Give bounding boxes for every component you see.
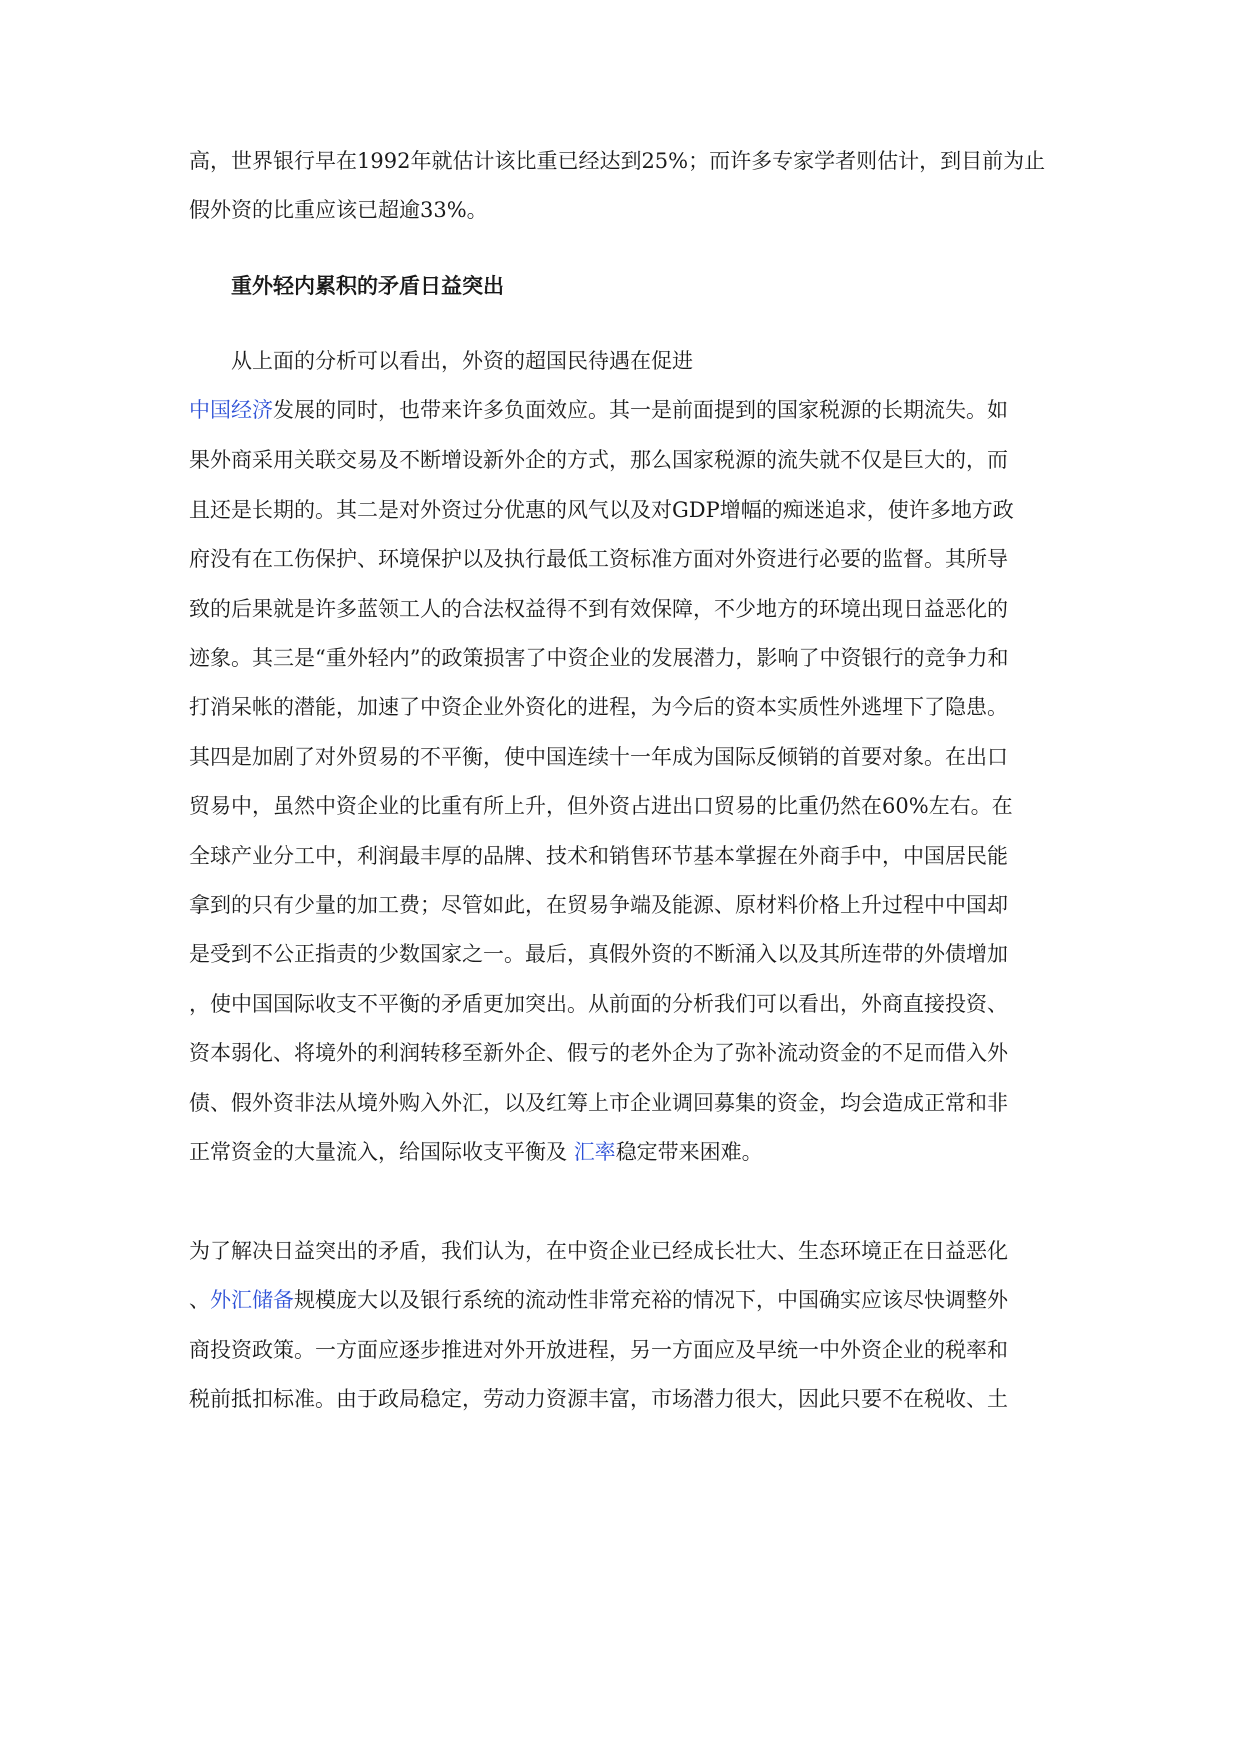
link-exchange-rate[interactable]: 汇率 — [573, 1140, 616, 1164]
paragraph-3-line-1: 为了解决日益突出的矛盾，我们认为，在中资企业已经成长壮大、生态环境正在日益恶化 — [189, 1239, 1008, 1263]
paragraph-2-line-6: 致的后果就是许多蓝领工人的合法权益得不到有效保障，不少地方的环境出现日益恶化的 — [189, 597, 1008, 621]
paragraph-3-line-2-text: 规模庞大以及银行系统的流动性非常充裕的情况下，中国确实应该尽快调整外 — [294, 1288, 1008, 1312]
paragraph-2-line-16: 债、假外资非法从境外购入外汇，以及红筹上市企业调回募集的资金，均会造成正常和非 — [189, 1091, 1008, 1115]
paragraph-3-line-2-prefix: 、 — [189, 1288, 210, 1312]
paragraph-2-line-4: 且还是长期的。其二是对外资过分优惠的风气以及对GDP增幅的痴迷追求，使许多地方政 — [189, 498, 1014, 522]
paragraph-1-line-1: 高，世界银行早在1992年就估计该比重已经达到25%；而许多专家学者则估计，到目前为止 — [189, 149, 1046, 173]
paragraph-2-line-10: 贸易中，虽然中资企业的比重有所上升，但外资占进出口贸易的比重仍然在60%左右。在 — [189, 794, 1013, 818]
paragraph-2-line-13: 是受到不公正指责的少数国家之一。最后，真假外资的不断涌入以及其所连带的外债增加 — [189, 942, 1008, 966]
paragraph-2-line-17 — [189, 1138, 763, 1166]
paragraph-2-line-17-suffix: 稳定带来困难。 — [615, 1140, 763, 1164]
paragraph-2-line-7: 迹象。其三是“重外轻内”的政策损害了中资企业的发展潜力，影响了中资银行的竞争力和 — [189, 646, 1009, 670]
paragraph-3-line-2 — [189, 1286, 1008, 1314]
paragraph-2-line-9: 其四是加剧了对外贸易的不平衡，使中国连续十一年成为国际反倾销的首要对象。在出口 — [189, 745, 1008, 769]
link-forex-reserves[interactable]: 外汇储备 — [210, 1288, 294, 1312]
paragraph-2-line-8: 打消呆帐的潜能，加速了中资企业外资化的进程，为今后的资本实质性外逃埋下了隐患。 — [189, 695, 1008, 719]
paragraph-2-line-2 — [189, 396, 1008, 424]
paragraph-2-line-5: 府没有在工伤保护、环境保护以及执行最低工资标准方面对外资进行必要的监督。其所导 — [189, 547, 1008, 571]
paragraph-3-line-3: 商投资政策。一方面应逐步推进对外开放进程，另一方面应及早统一中外资企业的税率和 — [189, 1338, 1008, 1362]
link-china-economy[interactable]: 中国经济 — [189, 398, 273, 422]
section-heading: 重外轻内累积的矛盾日益突出 — [231, 273, 504, 298]
paragraph-2-line-14: ，使中国国际收支不平衡的矛盾更加突出。从前面的分析我们可以看出，外商直接投资、 — [189, 992, 1008, 1016]
paragraph-2-line-17-prefix: 正常资金的大量流入，给国际收支平衡及 — [189, 1140, 574, 1164]
paragraph-1-line-2: 假外资的比重应该已超逾33%。 — [189, 198, 488, 222]
paragraph-2-line-3: 果外商采用关联交易及不断增设新外企的方式，那么国家税源的流失就不仅是巨大的，而 — [189, 448, 1008, 472]
paragraph-2-line-1: 从上面的分析可以看出，外资的超国民待遇在促进 — [231, 349, 693, 373]
paragraph-2-line-11: 全球产业分工中，利润最丰厚的品牌、技术和销售环节基本掌握在外商手中，中国居民能 — [189, 844, 1008, 868]
paragraph-2-line-2-text: 发展的同时，也带来许多负面效应。其一是前面提到的国家税源的长期流失。如 — [273, 398, 1008, 422]
paragraph-2-line-15: 资本弱化、将境外的利润转移至新外企、假亏的老外企为了弥补流动资金的不足而借入外 — [189, 1041, 1008, 1065]
paragraph-2-line-12: 拿到的只有少量的加工费；尽管如此，在贸易争端及能源、原材料价格上升过程中中国却 — [189, 893, 1008, 917]
paragraph-3-line-4: 税前抵扣标准。由于政局稳定，劳动力资源丰富，市场潜力很大，因此只要不在税收、土 — [189, 1387, 1008, 1411]
